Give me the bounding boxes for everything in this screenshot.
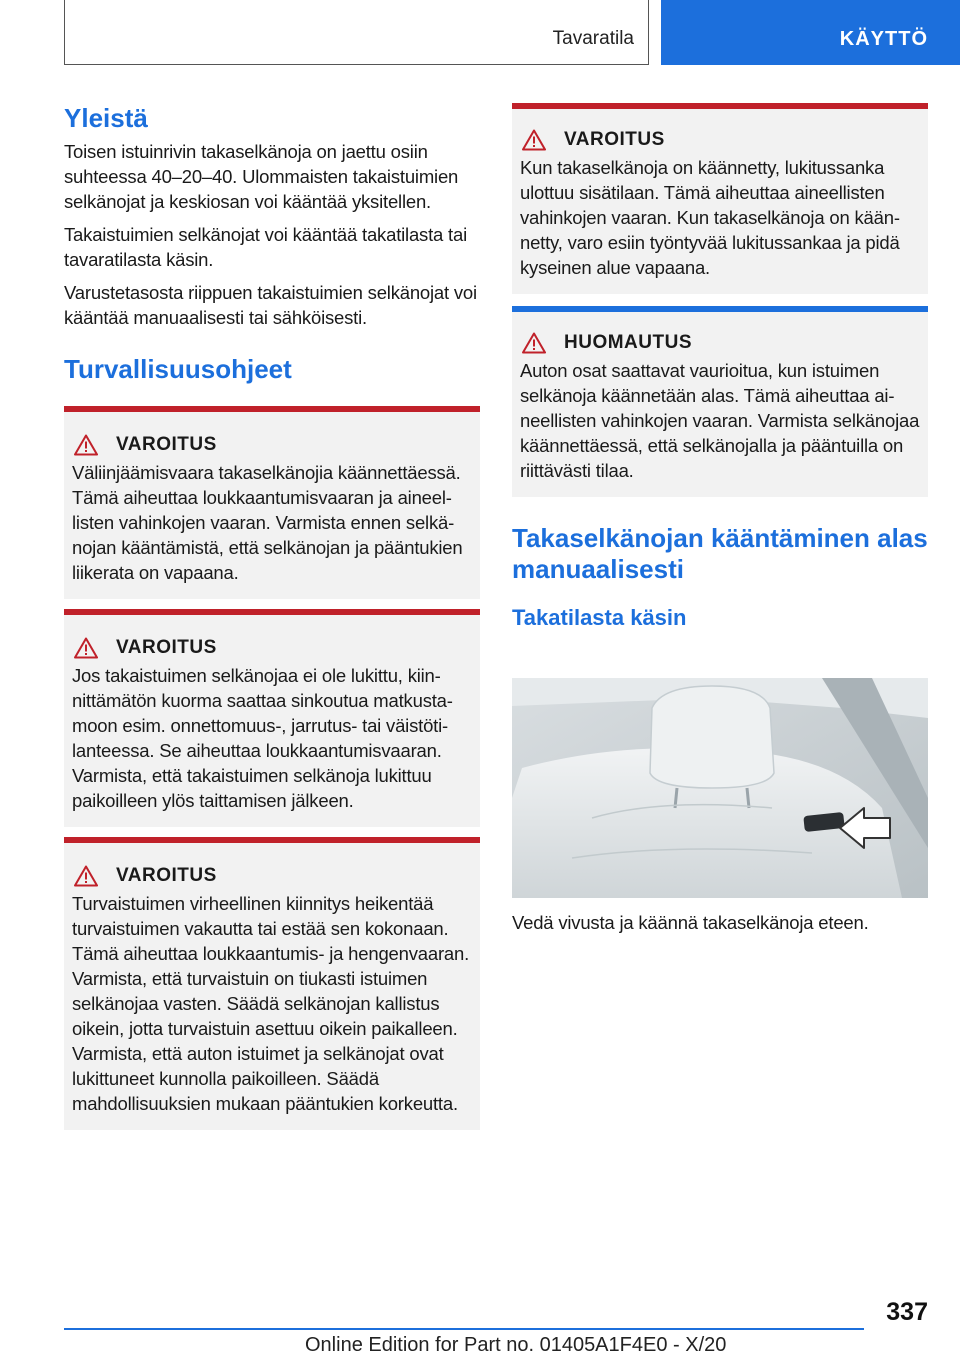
general-paragraph-3: Varustetasosta riippuen takaistuimien selkänojat voi kääntää manuaalisesti tai sähköisesti.: [64, 282, 477, 328]
warning-triangle-icon: [74, 434, 98, 456]
warning-box-4: [512, 103, 928, 294]
from-rear-heading: Takatilasta käsin: [512, 605, 687, 630]
warning-triangle-icon: [522, 129, 546, 151]
warning-triangle-icon: [74, 637, 98, 659]
footer-edition-text: Online Edition for Part no. 01405A1F4E0 - X/20: [305, 1334, 727, 1356]
note-text: Auton osat saattavat vaurioitua, kun istuimen selkänoja käännetään alas. Tämä aiheuttaa aineellisten vahinkojen vaaran. Varmista selkänojaa käännettäessä, että selkänojalla ja pääntuilla on riittävästi tilaa.: [520, 360, 920, 481]
section-title: Tavaratila: [552, 28, 634, 49]
safety-heading: Turvallisuusohjeet: [64, 354, 292, 384]
manual-folding-heading: Takaselkänojan kääntäminen alas manuaalisesti: [512, 523, 928, 584]
chapter-title: KÄYTTÖ: [839, 28, 928, 50]
warning-text: Jos takaistuimen selkänojaa ei ole lukittu, kiinnittämätön kuorma saattaa sinkoutua matkustamoon esim. onnettomuus-, jarrutus- tai väistötilanteessa. Se aiheuttaa loukkaantumisvaaran. Varmista, että takaistuimen selkänoja lukittuu paikoilleen ylös taittamisen jälkeen.: [72, 665, 453, 811]
warning-box-2: [64, 609, 480, 827]
warning-triangle-icon: [522, 332, 546, 354]
warning-text: Turvaistuimen virheellinen kiinnitys heikentää turvaistuimen vakautta tai estää sen kokonaan. Tämä aiheuttaa loukkaantumis- ja hengenvaaran. Varmista, että turvaistuin on tiukasti istuimen selkänojaa vasten. Säädä selkänojan kallistus oikein, jotta turvaistuin asettuu oikein paikalleen. Varmista, että auton istuimet ja selkänojat ovat lukittuneet kunnolla paikoilleen. Säädä mahdollisuuksien mukaan pääntukien korkeutta.: [72, 893, 470, 1114]
warning-triangle-icon: [74, 865, 98, 887]
header-section-tab: [64, 0, 649, 65]
photo-caption: Vedä vivusta ja käännä takaselkänoja eteen.: [512, 912, 869, 933]
warning-box-1: [64, 406, 480, 599]
rear-seat-release-photo: [512, 678, 928, 898]
warning-title: VAROITUS: [116, 865, 217, 886]
warning-title: VAROITUS: [116, 637, 217, 658]
header-chapter-tab: [661, 0, 960, 65]
note-title: HUOMAUTUS: [564, 332, 692, 353]
note-box: [512, 306, 928, 497]
general-heading: Yleistä: [64, 103, 148, 133]
warning-title: VAROITUS: [116, 434, 217, 455]
general-paragraph-2: Takaistuimien selkänojat voi kääntää takatilasta tai tavaratilasta käsin.: [64, 224, 467, 270]
warning-box-3: [64, 837, 480, 1130]
general-paragraph-1: Toisen istuinrivin takaselkänoja on jaettu osiin suhteessa 40–20–40. Ulommaisten takaistuimien selkänojat ja keskiosan voi kääntää yksitellen.: [64, 141, 459, 212]
right-column: [512, 103, 928, 631]
footer-rule: [64, 1328, 864, 1330]
left-column: [64, 103, 480, 1130]
warning-text: Kun takaselkänoja on käännetty, lukitussanka ulottuu sisätilaan. Tämä aiheuttaa aineellisten vahinkojen vaaran. Kun takaselkänoja on käännetty, varo esiin työntyvää lukitussankaa ja pidä kyseinen alue vapaana.: [520, 157, 900, 278]
warning-text: Väliinjäämisvaara takaselkänojia käännettäessä. Tämä aiheuttaa loukkaantumisvaaran ja aineellisten vahinkojen vaaran. Varmista ennen selkänojan kääntämistä, että selkänojan ja pääntukien liikerata on vapaana.: [72, 462, 463, 583]
warning-title: VAROITUS: [564, 129, 665, 150]
page-number: 337: [886, 1298, 928, 1326]
